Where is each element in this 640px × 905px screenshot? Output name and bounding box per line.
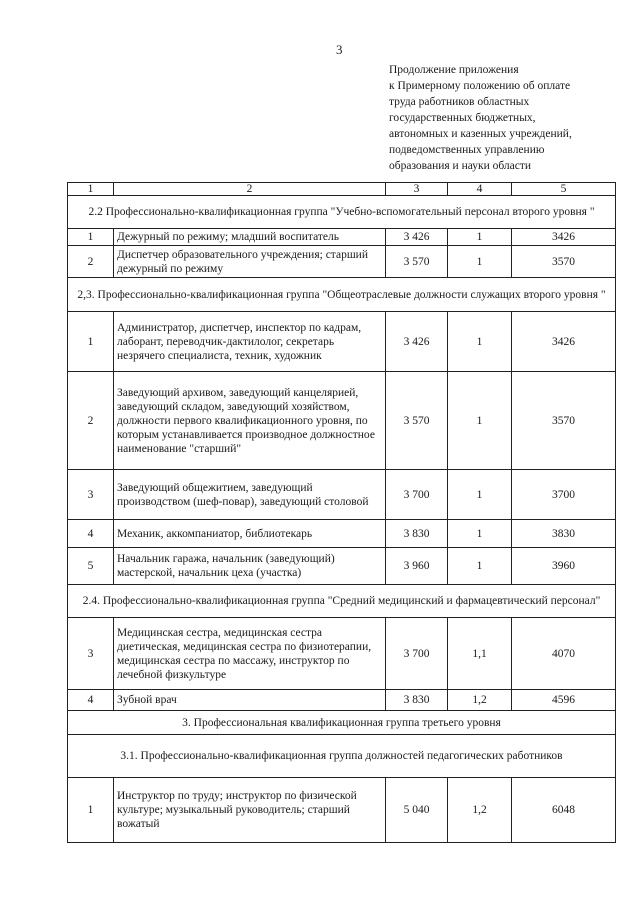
total-salary: 3426: [512, 229, 616, 246]
coefficient: 1: [448, 246, 512, 278]
position-title: Заведующий архивом, заведующий канцелярией, заведующий складом, заведующий хозяйством, должности первого квалификационного уровня, по которым устанавливается производное должностное наименование "старший": [114, 372, 386, 470]
group-title: 2.4. Профессионально-квалификационная группа "Средний медицинский и фармацевтический персонал": [68, 585, 616, 618]
total-salary: 3700: [512, 470, 616, 520]
group-row: [68, 735, 616, 778]
annex-line: к Примерному положению об оплате: [389, 80, 571, 92]
annex-line: подведомственных управлению: [389, 144, 545, 156]
row-number: 1: [68, 312, 114, 372]
row-number: 1: [68, 229, 114, 246]
coefficient: 1: [448, 548, 512, 585]
row-number: 4: [68, 690, 114, 711]
coefficient: 1,1: [448, 618, 512, 690]
base-salary: 5 040: [386, 778, 448, 843]
base-salary: 3 960: [386, 548, 448, 585]
annex-line: автономных и казенных учреждений,: [389, 128, 572, 140]
position-title: Медицинская сестра, медицинская сестра диетическая, медицинская сестра по физиотерапии, медицинская сестра по массажу, инструктор по лечебной физкультуре: [114, 618, 386, 690]
total-salary: 3960: [512, 548, 616, 585]
group-row: [68, 278, 616, 312]
total-salary: 3570: [512, 246, 616, 278]
coefficient: 1: [448, 520, 512, 548]
base-salary: 3 830: [386, 520, 448, 548]
position-title: Зубной врач: [114, 690, 386, 711]
coefficient: 1: [448, 470, 512, 520]
group-row: [68, 585, 616, 618]
base-salary: 3 700: [386, 470, 448, 520]
total-salary: 3426: [512, 312, 616, 372]
position-title: Дежурный по режиму; младший воспитатель: [114, 229, 386, 246]
table-row: [68, 778, 616, 843]
group-row: [68, 711, 616, 735]
table-row: [68, 520, 616, 548]
group-title: 3. Профессиональная квалификационная группа третьего уровня: [68, 711, 616, 735]
column-header: 5: [512, 183, 616, 196]
column-header: 4: [448, 183, 512, 196]
annex-line: труда работников областных: [389, 96, 530, 108]
base-salary: 3 426: [386, 229, 448, 246]
page-number: 3: [336, 42, 343, 57]
position-title: Механик, аккомпаниатор, библиотекарь: [114, 520, 386, 548]
annex-header: [389, 62, 629, 174]
table-row: [68, 470, 616, 520]
coefficient: 1: [448, 372, 512, 470]
row-number: 3: [68, 470, 114, 520]
position-title: Диспетчер образовательного учреждения; старший дежурный по режиму: [114, 246, 386, 278]
row-number: 3: [68, 618, 114, 690]
total-salary: 4596: [512, 690, 616, 711]
position-title: Заведующий общежитием, заведующий производством (шеф-повар), заведующий столовой: [114, 470, 386, 520]
table-row: [68, 229, 616, 246]
base-salary: 3 700: [386, 618, 448, 690]
position-title: Начальник гаража, начальник (заведующий) мастерской, начальник цеха (участка): [114, 548, 386, 585]
table-row: [68, 372, 616, 470]
base-salary: 3 570: [386, 372, 448, 470]
coefficient: 1: [448, 312, 512, 372]
annex-line: образования и науки области: [389, 160, 532, 172]
group-title: 2.2 Профессионально-квалификационная группа "Учебно-вспомогательный персонал второго уровня ": [68, 196, 616, 229]
position-title: Администратор, диспетчер, инспектор по кадрам, лаборант, переводчик-дактилолог, секретарь незрячего специалиста, техник, художник: [114, 312, 386, 372]
total-salary: 3570: [512, 372, 616, 470]
group-title: 2,3. Профессионально-квалификационная группа "Общеотраслевые должности служащих второго уровня ": [68, 278, 616, 312]
row-number: 2: [68, 372, 114, 470]
table-row: [68, 618, 616, 690]
salary-table: [67, 182, 616, 843]
group-title: 3.1. Профессионально-квалификационная группа должностей педагогических работников: [68, 735, 616, 778]
row-number: 1: [68, 778, 114, 843]
coefficient: 1,2: [448, 690, 512, 711]
total-salary: 4070: [512, 618, 616, 690]
column-header: 1: [68, 183, 114, 196]
base-salary: 3 830: [386, 690, 448, 711]
table-row: [68, 312, 616, 372]
position-title: Инструктор по труду; инструктор по физической культуре; музыкальный руководитель; старший вожатый: [114, 778, 386, 843]
row-number: 5: [68, 548, 114, 585]
table-row: [68, 690, 616, 711]
coefficient: 1: [448, 229, 512, 246]
row-number: 4: [68, 520, 114, 548]
total-salary: 6048: [512, 778, 616, 843]
annex-line: государственных бюджетных,: [389, 112, 536, 124]
coefficient: 1,2: [448, 778, 512, 843]
annex-line: Продолжение приложения: [389, 64, 519, 76]
base-salary: 3 570: [386, 246, 448, 278]
table-row: [68, 548, 616, 585]
total-salary: 3830: [512, 520, 616, 548]
row-number: 2: [68, 246, 114, 278]
table-header-row: [68, 183, 616, 196]
base-salary: 3 426: [386, 312, 448, 372]
group-row: [68, 196, 616, 229]
column-header: 3: [386, 183, 448, 196]
column-header: 2: [114, 183, 386, 196]
table-row: [68, 246, 616, 278]
